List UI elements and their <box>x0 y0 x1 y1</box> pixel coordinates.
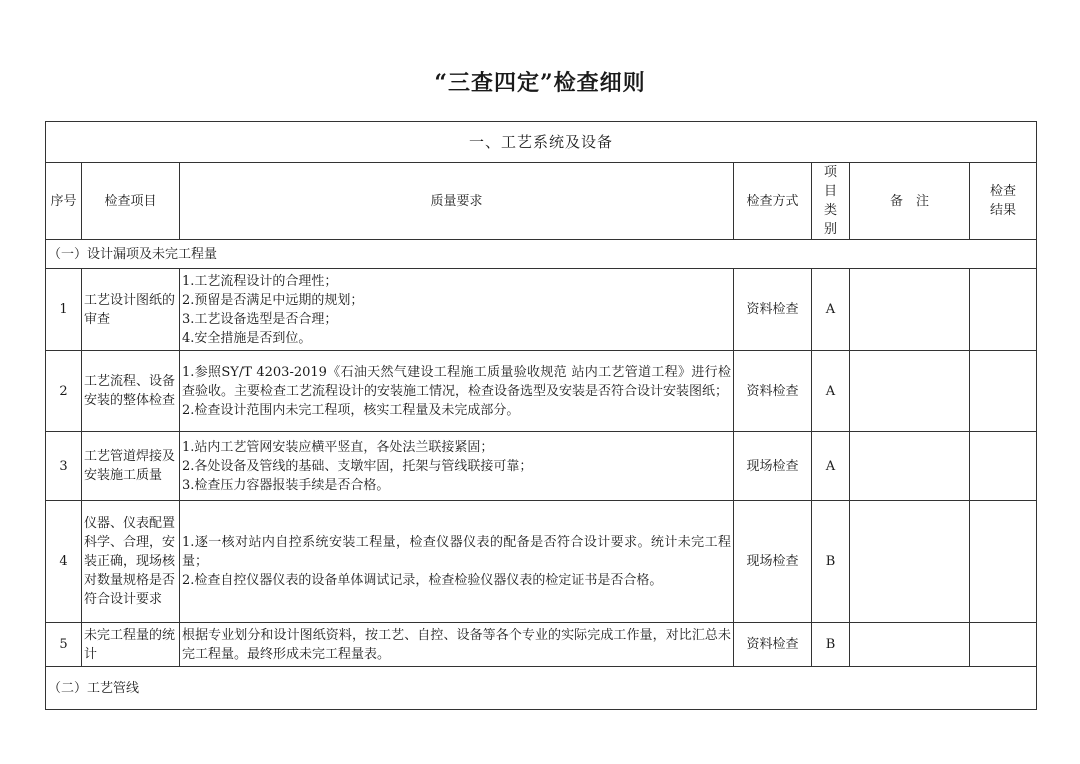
row-method: 资料检查 <box>734 623 812 667</box>
row-item: 工艺设计图纸的审查 <box>82 269 180 351</box>
row-remarks <box>850 269 970 351</box>
header-result: 检查结果 <box>970 163 1037 240</box>
row-requirement <box>180 351 734 432</box>
row-result <box>970 432 1037 501</box>
row-method: 资料检查 <box>734 269 812 351</box>
row-remarks <box>850 501 970 623</box>
row-result <box>970 623 1037 667</box>
requirement-line: 1.站内工艺管网安装应横平竖直，各处法兰联接紧固； <box>182 439 494 455</box>
row-method: 资料检查 <box>734 351 812 432</box>
row-requirement <box>180 269 734 351</box>
requirement-line: 2.预留是否满足中远期的规划； <box>182 292 364 308</box>
requirement-line: 4.安全措施是否到位。 <box>182 330 312 346</box>
table-row <box>46 501 1037 623</box>
header-item: 检查项目 <box>82 163 180 240</box>
subsection-title: （二）工艺管线 <box>46 667 1037 710</box>
row-category: B <box>812 623 850 667</box>
subsection-row <box>46 667 1037 710</box>
row-category: A <box>812 351 850 432</box>
row-item: 仪器、仪表配置科学、合理，安装正确，现场核对数量规格是否符合设计要求 <box>82 501 180 623</box>
section-title: 一、工艺系统及设备 <box>46 122 1037 163</box>
requirement-line: 2.检查设计范围内未完工程项，核实工程量及未完成部分。 <box>182 402 520 418</box>
requirement-line: 1.工艺流程设计的合理性； <box>182 273 338 289</box>
row-result <box>970 269 1037 351</box>
row-no: 3 <box>46 432 82 501</box>
requirement-line: 1.逐一核对站内自控系统安装工程量，检查仪器仪表的配备是否符合设计要求。统计未完工程量； <box>182 535 731 569</box>
requirement-line: 1.参照SY/T 4203-2019《石油天然气建设工程施工质量验收规范 站内工艺管道工程》进行检查验收。主要检查工艺流程设计的安装施工情况，检查设备选型及安装是否符合设计安装图纸； <box>182 364 731 399</box>
row-method: 现场检查 <box>734 432 812 501</box>
row-item: 未完工程量的统计 <box>82 623 180 667</box>
requirement-line: 2.检查自控仪器仪表的设备单体调试记录，检查检验仪器仪表的检定证书是否合格。 <box>182 573 663 588</box>
section-row <box>46 122 1037 163</box>
subsection-title: （一）设计漏项及未完工程量 <box>46 240 1037 269</box>
table-row <box>46 269 1037 351</box>
header-method: 检查方式 <box>734 163 812 240</box>
header-row <box>46 163 1037 240</box>
table-row <box>46 623 1037 667</box>
row-method: 现场检查 <box>734 501 812 623</box>
row-result <box>970 501 1037 623</box>
row-requirement <box>180 623 734 667</box>
row-category: A <box>812 269 850 351</box>
row-category: B <box>812 501 850 623</box>
row-requirement <box>180 432 734 501</box>
row-remarks <box>850 432 970 501</box>
header-category: 项目类别 <box>812 163 850 240</box>
inspection-table <box>45 121 1037 710</box>
requirement-line: 根据专业划分和设计图纸资料，按工艺、自控、设备等各个专业的实际完成工作量，对比汇总未完工程量。最终形成未完工程量表。 <box>182 627 731 662</box>
document-title: “三查四定”检查细则 <box>434 70 646 96</box>
row-no: 5 <box>46 623 82 667</box>
row-no: 2 <box>46 351 82 432</box>
row-no: 1 <box>46 269 82 351</box>
row-remarks <box>850 623 970 667</box>
header-remarks: 备 注 <box>850 163 970 240</box>
row-item: 工艺流程、设备安装的整体检查 <box>82 351 180 432</box>
row-category: A <box>812 432 850 501</box>
row-item: 工艺管道焊接及安装施工质量 <box>82 432 180 501</box>
requirement-line: 2.各处设备及管线的基础、支墩牢固，托架与管线联接可靠； <box>182 458 533 474</box>
table-row <box>46 432 1037 501</box>
requirement-line: 3.工艺设备选型是否合理； <box>182 311 338 327</box>
row-remarks <box>850 351 970 432</box>
table-row <box>46 351 1037 432</box>
row-requirement <box>180 501 734 623</box>
header-requirement: 质量要求 <box>180 163 734 240</box>
subsection-row <box>46 240 1037 269</box>
requirement-line: 3.检查压力容器报装手续是否合格。 <box>182 477 390 493</box>
header-no: 序号 <box>46 163 82 240</box>
row-result <box>970 351 1037 432</box>
row-no: 4 <box>46 501 82 623</box>
